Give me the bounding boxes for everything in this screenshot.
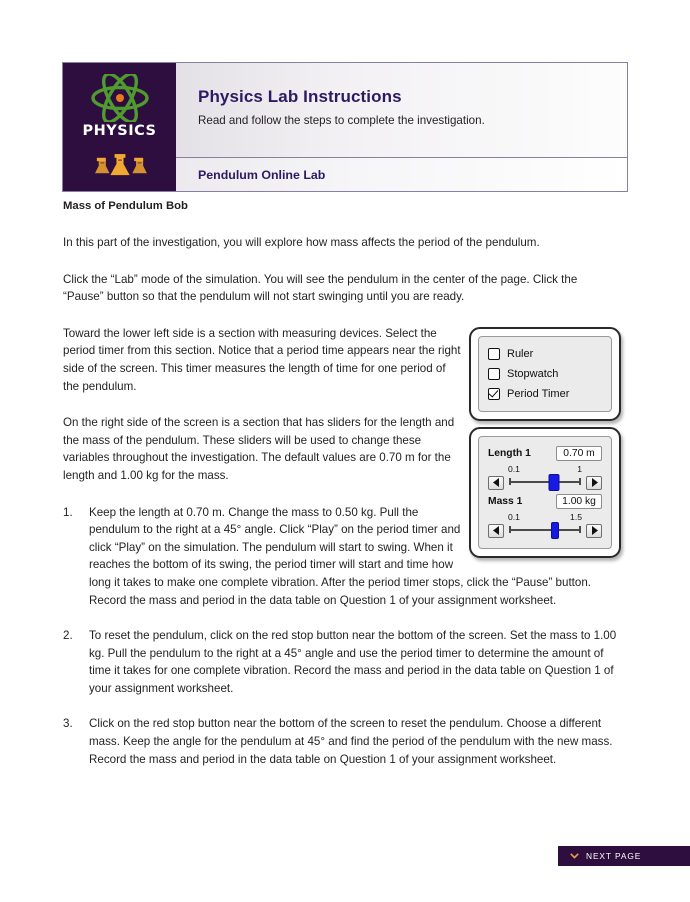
list-item [63,627,621,697]
lab-header [62,62,628,192]
measuring-tools-inner [478,336,612,412]
step-number: 3. [63,717,73,731]
lab-name-label: Pendulum Online Lab [198,167,326,182]
measuring-devices-paragraph: Toward the lower left side is a section with measuring devices. Select the period timer from this section. Notice that a period time appears near the right side of the screen. This timer measures the length of time for one period of the pendulum. [63,326,461,393]
step-text: To reset the pendulum, click on the red stop button near the bottom of the screen. Set the mass to 1.00 kg. Pull the pendulum to the right at a 45° angle and use the period timer to determine the amount of time it takes for one complete vibration. Record the mass and period in the data table on Question 1 of your assignment worksheet. [89,629,617,695]
mass-min-label: 0.1 [508,511,520,522]
length-slider-head [488,446,602,461]
length-decrement-button[interactable] [488,476,504,490]
length-slider-body [488,464,602,490]
lab-mode-paragraph: Click the “Lab” mode of the simulation. You will see the pendulum in the center of the page. Click the “Pause” button so that the pendulum will not start swinging until you are ready. [63,272,578,304]
stopwatch-label: Stopwatch [507,367,559,380]
mass-slider-label: Mass 1 [488,495,523,507]
measuring-tools-panel[interactable] [469,327,621,421]
instructions-content [63,200,621,786]
length-range-labels [508,464,582,474]
page-title: Physics Lab Instructions [198,87,402,106]
next-page-button[interactable] [558,846,690,866]
length-slider-group [488,446,602,490]
flasks-icon [92,150,148,182]
section-heading: Mass of Pendulum Bob [63,200,188,212]
checkbox-row-period-timer[interactable] [488,384,602,404]
mass-readout: 1.00 kg [556,494,602,509]
lab-name-bar [176,158,627,191]
length-min-label: 0.1 [508,463,520,474]
length-slider-thumb[interactable] [548,474,559,491]
length-slider-track-area[interactable] [508,464,582,490]
mass-max-label: 1.5 [570,511,582,522]
list-item [63,715,621,768]
step-text: Click on the red stop button near the bottom of the screen to reset the pendulum. Choose a different mass. Keep the angle for the pendulum at 45° and find the period of the pendulum with the new mass. Record the mass and period in the data table on Question 1 of your assignment worksheet. [89,717,613,766]
ruler-label: Ruler [507,347,534,360]
stopwatch-checkbox[interactable] [488,368,500,380]
length-increment-button[interactable] [586,476,602,490]
step-text: Keep the length at 0.70 m. Change the mass to 0.50 kg. Pull the pendulum to the right at a 45° angle. Click “Play” on the period timer and click “Play” on the simulation. The pendulum will start to swing. When it reaches the bottom of its swing, the period timer will start and time how long it takes to make one complete vibration. After the period timer stops, click the “Pause” button. Record the mass and period in the data table on Question 1 of your assignment worksheet. [89,505,592,607]
ruler-checkbox[interactable] [488,348,500,360]
next-page-label: NEXT PAGE [586,851,642,861]
steps-list [63,504,621,769]
intro-paragraph: In this part of the investigation, you will explore how mass affects the period of the pendulum. [63,236,540,249]
sliders-paragraph: On the right side of the screen is a section that has sliders for the length and the mass of the pendulum. These sliders will be used to change these variables throughout the investigation. The default values are 0.70 m for the length and 1.00 kg for the mass. [63,416,455,482]
checkbox-row-ruler[interactable] [488,344,602,364]
page-subtitle: Read and follow the steps to complete the investigation. [198,114,485,127]
list-item [63,504,621,610]
checkbox-row-stopwatch[interactable] [488,364,602,384]
length-slider-label: Length 1 [488,447,531,459]
length-track[interactable] [509,481,581,483]
length-max-label: 1 [577,463,582,474]
header-text-area [176,63,627,191]
step-number: 2. [63,629,73,643]
physics-logo [63,63,176,191]
header-main-block [176,63,627,158]
chevron-down-icon [570,853,579,859]
period-timer-checkbox[interactable] [488,388,500,400]
step-number: 1. [63,505,73,519]
logo-wordmark: PHYSICS [82,123,157,139]
period-timer-label: Period Timer [507,387,570,400]
length-readout: 0.70 m [556,446,602,461]
atom-icon [89,74,151,122]
